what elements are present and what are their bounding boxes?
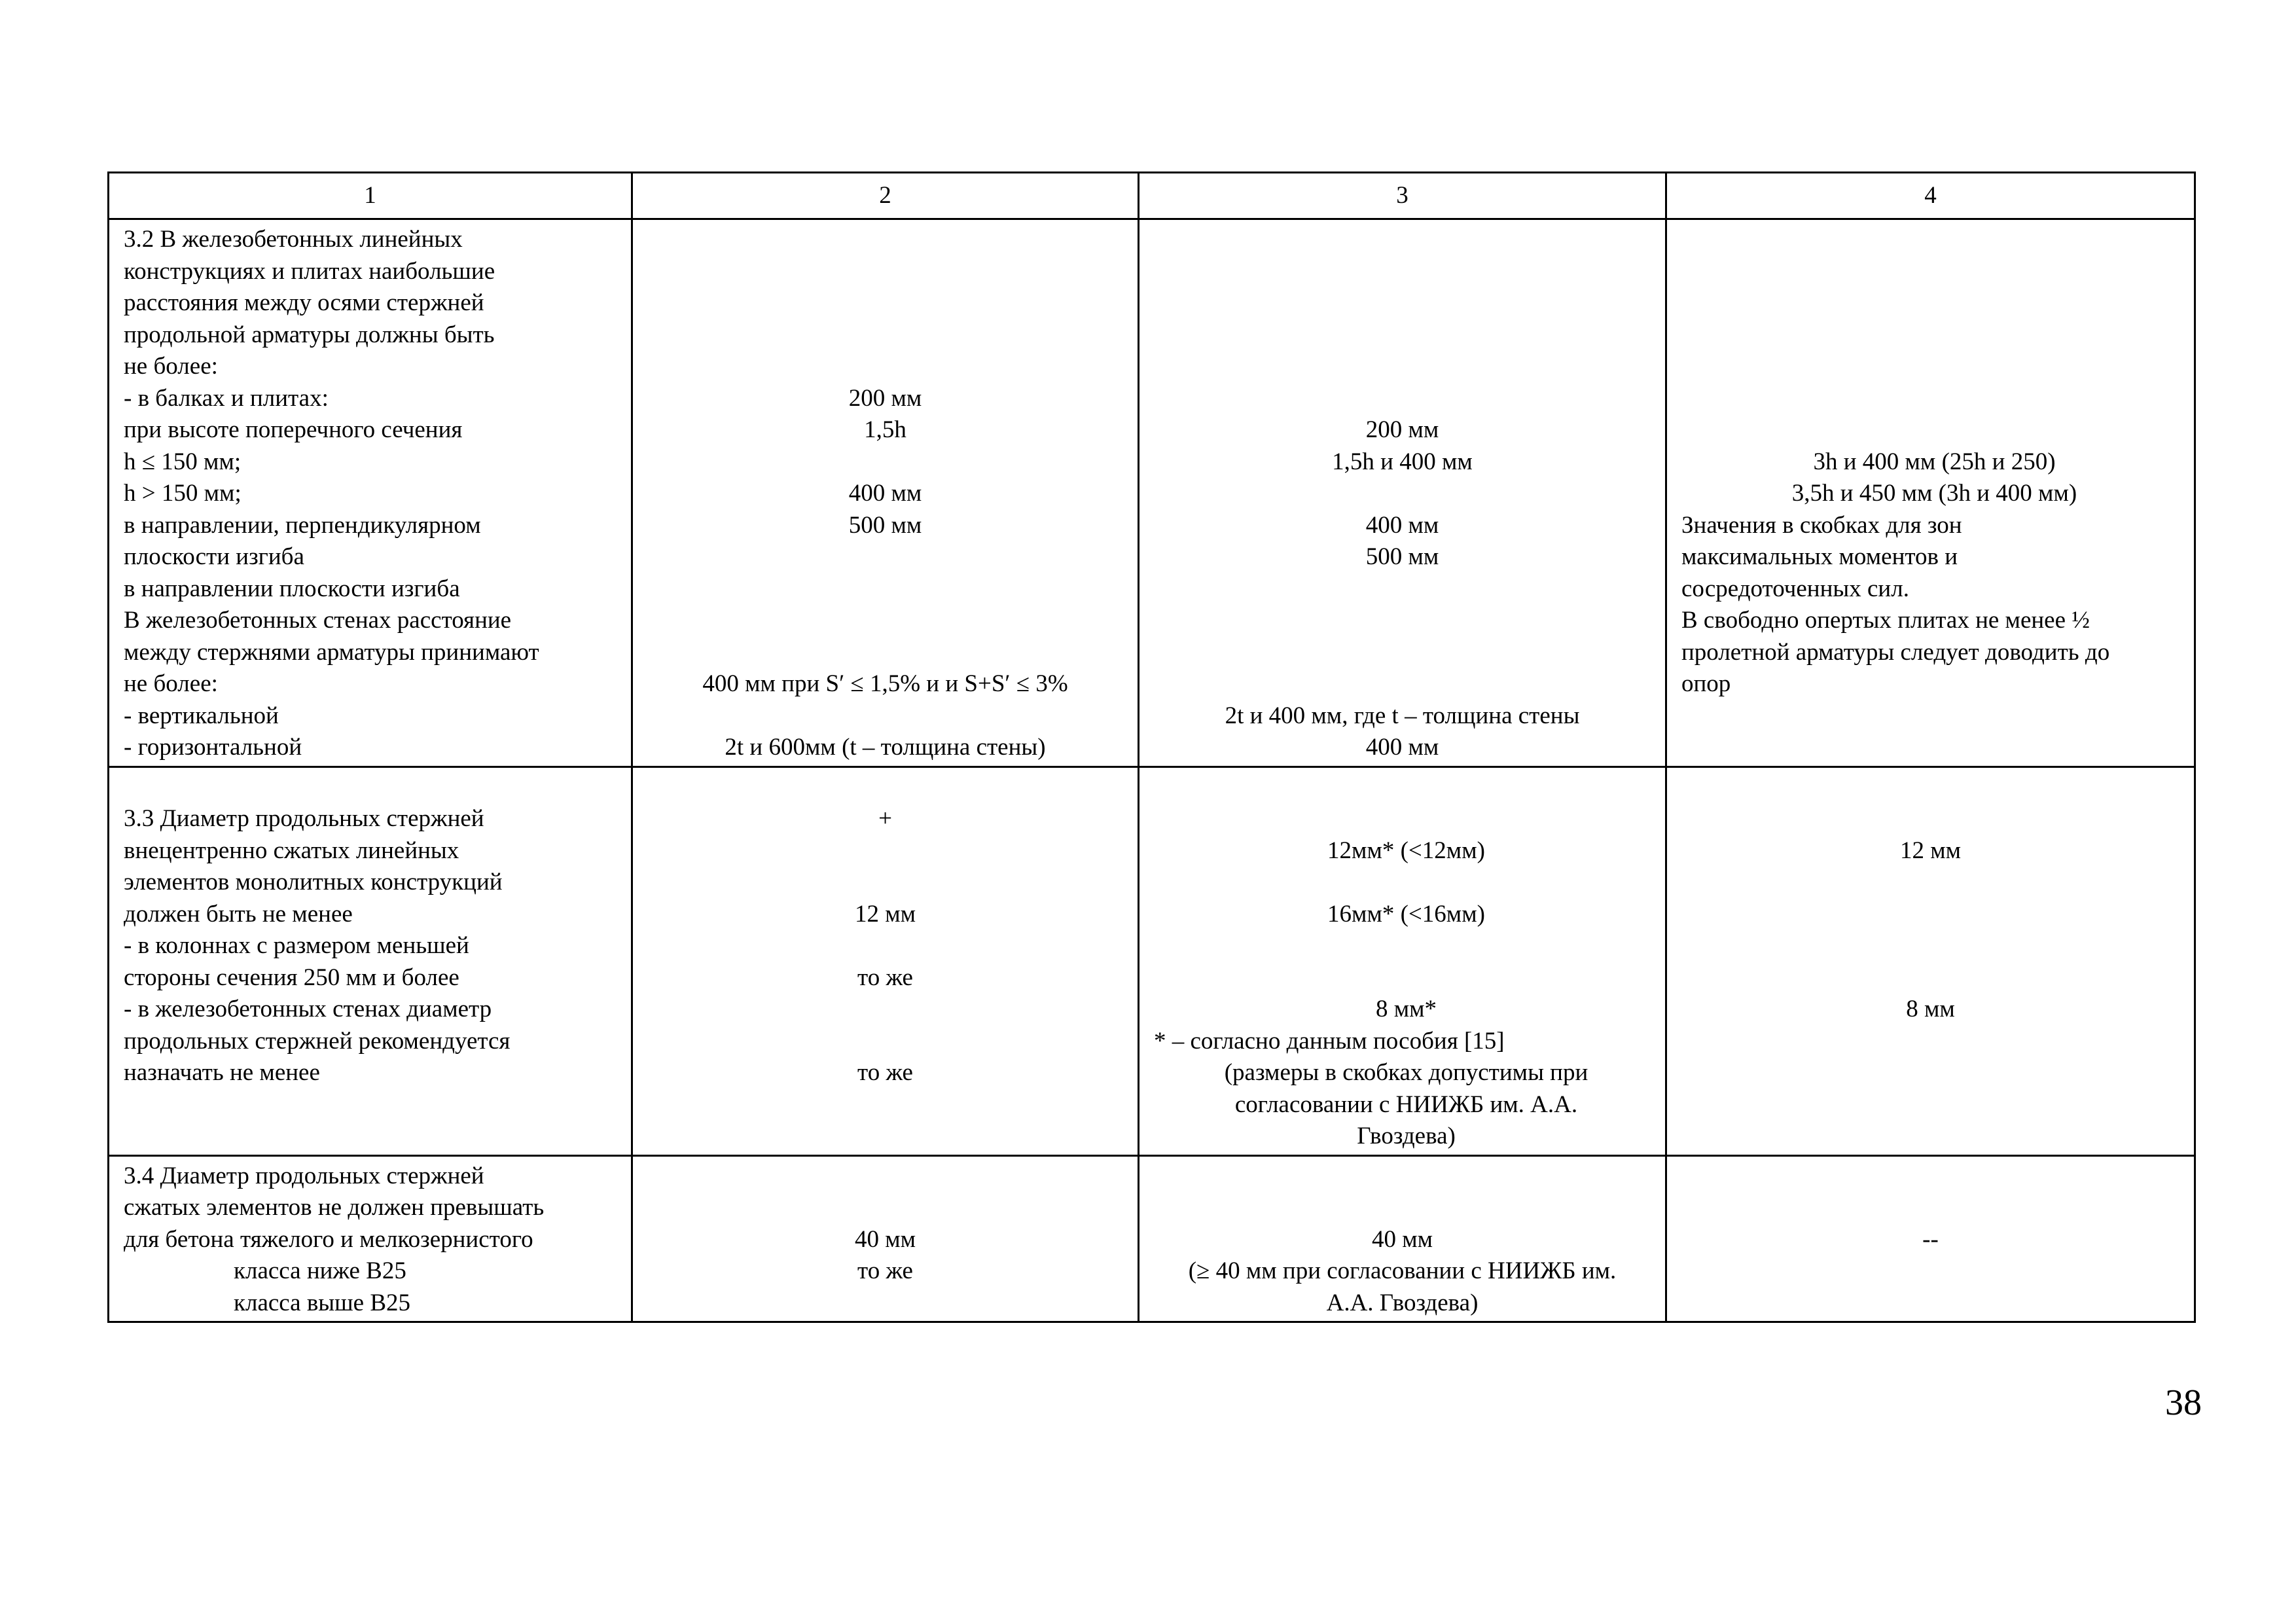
text-line: А.А. Гвоздева) — [1326, 1289, 1479, 1316]
text-line: 40 мм — [1371, 1225, 1433, 1253]
text-line — [1674, 867, 2187, 899]
table-row — [109, 767, 2195, 1155]
footnote: * – согласно данным пособия [15] — [1154, 1027, 1505, 1055]
text-line — [1681, 383, 2187, 415]
text-line — [1146, 637, 1659, 669]
text-line — [639, 637, 1131, 669]
text-line: 12мм* (<12мм) — [1327, 837, 1485, 864]
text-line: опор — [1681, 670, 1731, 697]
text-line: - в колоннах с размером меньшей — [124, 932, 469, 959]
text-line: -- — [1922, 1225, 1939, 1253]
column-header: 2 — [632, 173, 1139, 219]
text-line: В свободно опертых плитах не менее ½ — [1681, 607, 2090, 634]
text-line: в направлении плоскости изгиба — [124, 575, 460, 602]
text-line — [1681, 414, 2187, 446]
text-line — [639, 541, 1131, 573]
text-line — [1146, 1192, 1659, 1224]
notes-cell — [1666, 219, 2195, 767]
text-line — [639, 700, 1131, 732]
text-line — [639, 994, 1131, 1026]
text-line — [1674, 772, 2187, 804]
text-line: продольных стержней рекомендуется — [124, 1027, 511, 1055]
text-line: внецентренно сжатых линейных — [124, 837, 459, 864]
text-line: 3h и 400 мм (25h и 250) — [1813, 448, 2056, 475]
requirement-cell — [109, 219, 632, 767]
text-line: расстояния между осями стержней — [124, 289, 484, 316]
text-line: + — [878, 805, 892, 832]
requirements-table — [107, 171, 2196, 1323]
text-line: h ≤ 150 мм; — [124, 448, 242, 475]
text-line — [1681, 319, 2187, 352]
text-line — [639, 446, 1131, 478]
text-line: продольной арматуры должны быть — [124, 321, 495, 348]
text-line: 400 мм — [848, 480, 922, 507]
text-line: 3,5h и 450 мм (3h и 400 мм) — [1791, 480, 2077, 507]
text-line: то же — [857, 1257, 913, 1284]
text-line — [1146, 319, 1659, 352]
text-line: Значения в скобках для зон — [1681, 511, 1962, 539]
text-line: - горизонтальной — [124, 734, 302, 761]
text-line — [639, 351, 1131, 383]
text-line — [639, 224, 1131, 256]
text-line — [1154, 962, 1659, 994]
text-line — [1146, 1161, 1659, 1193]
text-line — [639, 1192, 1131, 1224]
text-line: Гвоздева) — [1357, 1123, 1456, 1149]
text-line: - вертикальной — [124, 702, 279, 729]
text-line: 2t и 600мм (t – толщина стены) — [725, 734, 1046, 761]
text-line: (размеры в скобках допустимы при — [1224, 1059, 1588, 1086]
requirement-cell — [109, 1155, 632, 1322]
text-line: 200 мм — [1365, 416, 1439, 443]
text-line — [639, 287, 1131, 319]
text-line: элементов монолитных конструкций — [124, 869, 503, 895]
text-line — [1146, 668, 1659, 700]
text-line — [1674, 962, 2187, 994]
text-line: конструкциях и плитах наибольшие — [124, 257, 495, 285]
text-line: 3.4 Диаметр продольных стержней — [124, 1162, 484, 1189]
text-line: 40 мм — [854, 1225, 916, 1253]
text-line: должен быть не менее — [124, 900, 353, 928]
table-row — [109, 219, 2195, 767]
text-line: максимальных моментов и — [1681, 543, 1958, 570]
text-line: (≥ 40 мм при согласовании с НИИЖБ им. — [1188, 1257, 1617, 1284]
text-line: класса ниже В25 — [234, 1257, 406, 1284]
text-line: 400 мм при S′ ≤ 1,5% и и S+S′ ≤ 3% — [702, 670, 1068, 697]
text-line: h > 150 мм; — [124, 480, 242, 507]
text-line — [639, 930, 1131, 962]
text-line: для бетона тяжелого и мелкозернистого — [124, 1225, 533, 1253]
text-line — [1146, 351, 1659, 383]
text-line: класса выше В25 — [234, 1289, 411, 1316]
text-line — [1674, 1192, 2187, 1224]
text-line — [639, 1161, 1131, 1193]
text-line: 2t и 400 мм, где t – толщина стены — [1225, 702, 1580, 729]
text-line: В железобетонных стенах расстояние — [124, 607, 512, 634]
text-line — [1674, 1161, 2187, 1193]
text-line: 400 мм — [1365, 511, 1439, 539]
value-cell — [632, 767, 1139, 1155]
text-line: сосредоточенных сил. — [1681, 575, 1909, 602]
text-line: 8 мм* — [1375, 996, 1437, 1022]
table-row — [109, 1155, 2195, 1322]
text-line — [639, 319, 1131, 352]
value-cell — [1139, 767, 1666, 1155]
value-cell — [1139, 219, 1666, 767]
text-line: пролетной арматуры следует доводить до — [1681, 638, 2110, 666]
text-line — [1146, 573, 1659, 605]
table-header-row — [109, 173, 2195, 219]
text-line — [639, 605, 1131, 637]
text-line: при высоте поперечного сечения — [124, 416, 463, 443]
text-line — [124, 772, 624, 804]
text-line: между стержнями арматуры принимают — [124, 638, 539, 666]
text-line: 1,5h и 400 мм — [1332, 448, 1473, 475]
requirement-cell — [109, 767, 632, 1155]
text-line — [639, 256, 1131, 288]
text-line: 1,5h — [864, 416, 906, 443]
text-line: 3.3 Диаметр продольных стержней — [124, 805, 484, 832]
text-line — [639, 867, 1131, 899]
text-line: назначать не менее — [124, 1059, 320, 1086]
text-line — [1146, 478, 1659, 510]
text-line — [1674, 899, 2187, 931]
text-line: 500 мм — [848, 511, 922, 539]
text-line — [1674, 930, 2187, 962]
text-line: 400 мм — [1365, 734, 1439, 761]
text-line — [1154, 930, 1659, 962]
text-line: 16мм* (<16мм) — [1327, 900, 1485, 928]
text-line — [1681, 224, 2187, 256]
text-line — [1674, 803, 2187, 835]
text-line — [1154, 867, 1659, 899]
text-line: - в балках и плитах: — [124, 384, 329, 412]
value-cell — [632, 219, 1139, 767]
text-line — [639, 835, 1131, 867]
text-line: 3.2 В железобетонных линейных — [124, 226, 463, 253]
text-line: то же — [857, 964, 913, 991]
text-line: не более: — [124, 670, 218, 697]
text-line — [639, 1026, 1131, 1058]
text-line — [1146, 383, 1659, 415]
text-line: сжатых элементов не должен превышать — [124, 1194, 545, 1221]
page-number: 38 — [2165, 1382, 2202, 1423]
text-line: - в железобетонных стенах диаметр — [124, 996, 492, 1022]
text-line — [1146, 605, 1659, 637]
text-line — [639, 772, 1131, 804]
text-line: 500 мм — [1365, 543, 1439, 570]
text-line — [1146, 256, 1659, 288]
text-line — [1146, 224, 1659, 256]
value-cell — [632, 1155, 1139, 1322]
text-line: 200 мм — [848, 384, 922, 412]
notes-cell — [1666, 767, 2195, 1155]
text-line — [1154, 803, 1659, 835]
text-line — [639, 573, 1131, 605]
value-cell — [1139, 1155, 1666, 1322]
text-line: плоскости изгиба — [124, 543, 304, 570]
notes-cell — [1666, 1155, 2195, 1322]
text-line: согласовании с НИИЖБ им. А.А. — [1234, 1091, 1578, 1118]
text-line — [1681, 256, 2187, 288]
text-line — [1146, 287, 1659, 319]
text-line: то же — [857, 1059, 913, 1086]
column-header: 1 — [109, 173, 632, 219]
column-header: 4 — [1666, 173, 2195, 219]
text-line: в направлении, перпендикулярном — [124, 511, 481, 539]
text-line: 12 мм — [1899, 837, 1962, 864]
text-line — [1681, 287, 2187, 319]
text-line — [1154, 772, 1659, 804]
text-line — [1681, 351, 2187, 383]
column-header: 3 — [1139, 173, 1666, 219]
text-line: не более: — [124, 353, 218, 380]
text-line: 8 мм — [1906, 996, 1955, 1022]
text-line: 12 мм — [854, 900, 916, 928]
text-line: стороны сечения 250 мм и более — [124, 964, 459, 991]
